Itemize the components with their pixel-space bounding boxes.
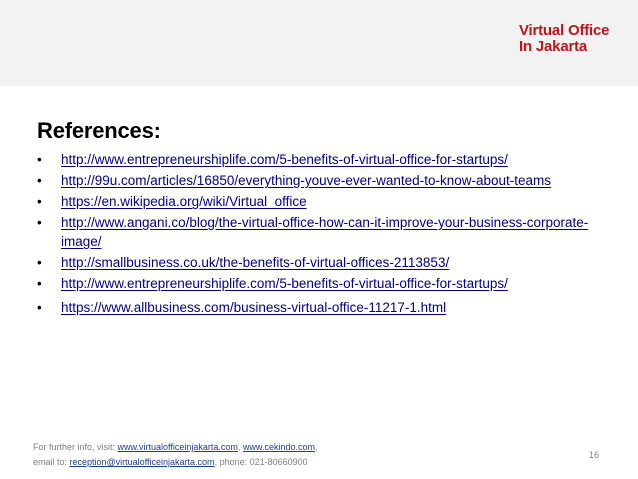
footer-email-link[interactable]: reception@virtualofficeinjakarta.com — [69, 457, 215, 467]
footer-link-virtualoffice[interactable]: www.virtualofficeinjakarta.com — [117, 442, 238, 452]
reference-link-7[interactable]: https://www.allbusiness.com/business-virtual-office-11217-1.html — [61, 300, 447, 315]
footer-contact — [33, 440, 317, 470]
reference-item-3 — [37, 192, 607, 211]
bullet-icon: • — [37, 194, 42, 209]
reference-item-7 — [37, 298, 607, 317]
reference-list — [37, 150, 607, 319]
bullet-icon: • — [37, 215, 42, 230]
bullet-icon: • — [37, 152, 42, 167]
footer-email-label: email to: — [33, 457, 70, 467]
reference-item-2 — [37, 171, 607, 190]
logo-line-2: In Jakarta — [519, 38, 588, 55]
footer-line-1 — [33, 440, 317, 455]
page-number: 16 — [589, 450, 600, 460]
reference-item-4 — [37, 213, 607, 251]
reference-item-6 — [37, 274, 607, 293]
footer-line-1-suffix: , — [314, 442, 318, 452]
footer-visit-label: For further info, visit: — [33, 442, 118, 452]
logo-line-1: Virtual Office — [519, 22, 610, 39]
reference-link-2[interactable]: http://99u.com/articles/16850/everything-youve-ever-wanted-to-know-about-teams — [61, 173, 551, 188]
bullet-icon: • — [37, 300, 42, 315]
bullet-icon: • — [37, 173, 42, 188]
reference-link-6[interactable]: http://www.entrepreneurshiplife.com/5-benefits-of-virtual-office-for-startups/ — [61, 276, 508, 291]
reference-item-5 — [37, 253, 607, 272]
reference-link-1[interactable]: http://www.entrepreneurshiplife.com/5-benefits-of-virtual-office-for-startups/ — [61, 152, 508, 167]
slide-title: References: — [37, 118, 161, 143]
footer-separator: , — [237, 442, 243, 452]
brand-logo — [519, 23, 609, 55]
reference-link-4[interactable]: http://www.angani.co/blog/the-virtual-office-how-can-it-improve-your-business-corporate-image/ — [61, 215, 589, 249]
footer-link-cekindo[interactable]: www.cekindo.com — [242, 442, 315, 452]
footer-phone: , phone: 021-80660900 — [214, 457, 308, 467]
bullet-icon: • — [37, 276, 42, 291]
reference-item-1 — [37, 150, 607, 169]
reference-link-3[interactable]: https://en.wikipedia.org/wiki/Virtual_office — [61, 194, 307, 209]
reference-link-5[interactable]: http://smallbusiness.co.uk/the-benefits-of-virtual-offices-2113853/ — [61, 255, 450, 270]
footer-line-2 — [33, 455, 317, 470]
bullet-icon: • — [37, 255, 42, 270]
